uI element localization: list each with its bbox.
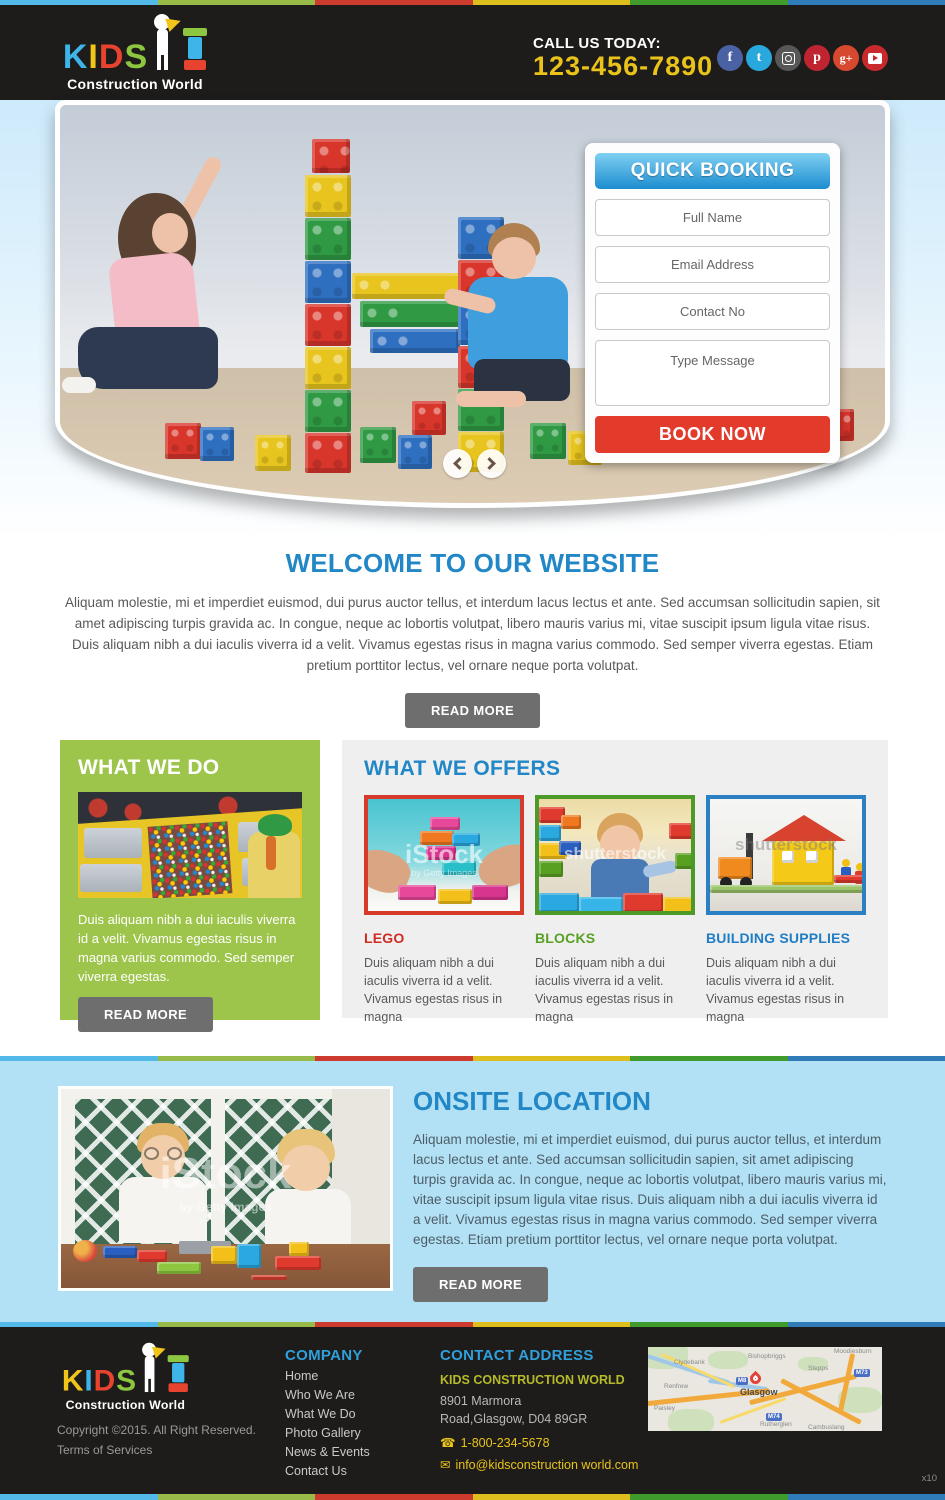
logo-letter-i: I [88, 38, 99, 76]
minifig [856, 863, 864, 871]
welcome-title: WELCOME TO OUR WEBSITE [285, 548, 660, 578]
welcome-paragraph: Aliquam molestie, mi et imperdiet euismod, dui purus auctor tellus, et interdum lacus lectus et ante. Sed accumsan sollicitudin sapien, sit amet adipiscing turpis gravida ac. In congue, neque ac lobortis volutpat, libero mauris varius mi, vitae suscipit ipsum ligula vitae risus. Duis aliquam nibh a dui iaculis viverra id a velit. Vivamus egestas risus in magna varius commodo. Sed semper viverra egestas. Etiam pretium porttitor lectus, vel ornare neque porta volutpat. [65, 595, 880, 673]
address-line-1: 8901 Marmora [440, 1394, 522, 1408]
building-supplies-card-image [706, 795, 866, 915]
onsite-location-image [58, 1086, 393, 1291]
watermark-sub: by Getty Images [179, 1200, 272, 1215]
table-block [211, 1246, 237, 1264]
lego-cube [200, 427, 234, 461]
table-block [237, 1244, 261, 1268]
table-block [157, 1262, 201, 1274]
what-we-do-image [78, 792, 302, 898]
yellow-block [438, 889, 472, 904]
color-block [539, 861, 563, 877]
envelope-icon: ✉ [440, 1458, 451, 1472]
contact-email: info@kidsconstruction world.com [455, 1458, 639, 1472]
color-block [623, 893, 663, 913]
lego-roof [762, 815, 846, 841]
map-label: Bishopbriggs [748, 1353, 786, 1360]
lego-block [305, 218, 351, 260]
offer-card-building-supplies [706, 795, 866, 1026]
toddler-figure [600, 825, 640, 863]
footer-link-who-we-are[interactable]: Who We Are [285, 1388, 355, 1402]
social-links [717, 45, 888, 71]
lego-card-text: Duis aliquam nibh a dui iaculis viverra id a velit. Vivamus egestas risus in magna [364, 956, 503, 1024]
watermark: iStock [159, 1148, 292, 1198]
header-phone-number: 123-456-7890 [533, 51, 714, 81]
phone-icon: ☎ [440, 1436, 456, 1450]
welcome-section [0, 540, 945, 738]
contact-email-row[interactable] [440, 1457, 640, 1472]
youtube-icon[interactable] [862, 45, 888, 71]
offer-card-blocks [535, 795, 695, 1026]
color-block [561, 815, 581, 829]
onsite-location-title: ONSITE LOCATION [413, 1086, 651, 1116]
onsite-location-content [413, 1086, 888, 1302]
welcome-read-more-button[interactable]: READ MORE [405, 693, 540, 728]
book-now-button[interactable]: BOOK NOW [595, 416, 830, 453]
lego-block [305, 433, 351, 473]
table-block [137, 1250, 167, 1262]
road-shield-m73: M73 [856, 1370, 868, 1376]
lego-card-title: LEGO [364, 930, 405, 946]
what-we-offers-box [342, 740, 888, 1024]
camera-glyph [782, 52, 795, 65]
orange-block [420, 831, 454, 845]
block-tower-icon [183, 16, 207, 74]
lego-card-image [364, 795, 524, 915]
color-block [669, 823, 695, 839]
pink-block [398, 885, 436, 900]
footer-contact-column [440, 1347, 640, 1472]
bottom-rainbow-strip [0, 1494, 945, 1500]
girl-figure [78, 327, 218, 389]
lego-pile [148, 821, 233, 898]
apple [73, 1240, 97, 1262]
footer-link-home[interactable]: Home [285, 1369, 319, 1383]
features-row [0, 738, 945, 1056]
logo-row [55, 12, 215, 74]
offer-card-lego [364, 795, 524, 1026]
lego-cube [412, 401, 446, 435]
color-block [559, 841, 581, 855]
lego-block [305, 390, 351, 432]
terms-of-services-link[interactable]: Terms of Services [57, 1443, 153, 1457]
contact-company-name: KIDS CONSTRUCTION WORLD [440, 1373, 625, 1387]
onsite-read-more-button[interactable]: READ MORE [413, 1267, 548, 1302]
pinterest-icon[interactable] [804, 45, 830, 71]
color-block [579, 897, 623, 915]
contact-address [440, 1392, 640, 1428]
building-supplies-card-title: BUILDING SUPPLIES [706, 930, 851, 946]
map-label: Stepps [808, 1365, 829, 1372]
color-block [539, 893, 579, 913]
lego-block [312, 139, 350, 173]
logo-wordmark [63, 40, 148, 74]
slider-prev-button[interactable] [443, 449, 472, 478]
pink-block [472, 885, 508, 900]
blond-boy-figure [282, 1145, 330, 1191]
logo-letter-d: D [93, 1363, 117, 1398]
table-block [275, 1256, 321, 1270]
map-city-label: Glasgow [740, 1387, 778, 1397]
contact-no-input[interactable] [595, 293, 830, 330]
slider-navigation [443, 449, 506, 478]
footer-company-column [285, 1347, 370, 1478]
map-label: Paisley [654, 1405, 675, 1412]
color-block [675, 853, 695, 869]
chevron-right-icon [483, 457, 496, 470]
lego-cube [530, 423, 566, 459]
onsite-location-paragraph: Aliquam molestie, mi et imperdiet euismod, dui purus auctor tellus, et interdum lacus lectus et ante. Sed accumsan sollicitudin sapien, sit amet adipiscing turpis gravida ac. In congue, neque ac lobortis volutpat, libero mauris varius mi, vitae suscipit ipsum ligula vitae risus. Duis aliquam nibh a dui iaculis viverra id a velit. Vivamus egestas risus in magna varius commodo. Sed semper viverra egestas. Etiam pretium porttitor lectus, vel ornare neque porta volutpat. [413, 1132, 887, 1247]
full-name-input[interactable] [595, 199, 830, 236]
quick-booking-title: QUICK BOOKING [595, 153, 830, 189]
blocks-card-title: BLOCKS [535, 930, 596, 946]
blue-block [452, 833, 480, 846]
block-tower-icon [168, 1345, 189, 1396]
color-block [539, 825, 561, 841]
lego-block [305, 175, 351, 217]
logo-letter-i: I [84, 1363, 94, 1398]
what-we-do-box [60, 740, 320, 1020]
onsite-location-section [0, 1061, 945, 1322]
contact-column-title: CONTACT ADDRESS [440, 1347, 594, 1364]
house-window [782, 851, 794, 863]
logo-letter-s: S [124, 38, 149, 76]
contact-phone: 1-800-234-5678 [460, 1436, 550, 1450]
logo-subtitle: Construction World [67, 76, 203, 92]
twitter-icon[interactable] [746, 45, 772, 71]
offer-cards [364, 795, 866, 1026]
hero-section [0, 100, 945, 540]
girl-figure [62, 377, 96, 393]
glasses [144, 1147, 182, 1161]
instagram-icon[interactable] [775, 45, 801, 71]
logo-letter-s: S [116, 1363, 137, 1398]
table-panel [80, 864, 142, 892]
footer-link-contact-us[interactable]: Contact Us [285, 1464, 347, 1478]
watermark: shutterstock [563, 843, 667, 863]
what-we-do-read-more-button[interactable]: READ MORE [78, 997, 213, 1032]
table-block [289, 1242, 309, 1256]
contact-phone-row[interactable] [440, 1435, 640, 1450]
toddler-figure [642, 860, 678, 879]
location-map[interactable] [648, 1347, 882, 1431]
what-we-do-text: Duis aliquam nibh a dui iaculis viverra id a velit. Vivamus egestas risus in magna varius commodo. Sed semper viverra egestas. [78, 912, 296, 984]
site-footer [0, 1327, 945, 1494]
lego-block [305, 261, 351, 303]
lego-cube [398, 435, 432, 469]
footer-link-photo-gallery[interactable]: Photo Gallery [285, 1426, 361, 1440]
boy-with-glasses-figure [119, 1177, 207, 1243]
map-label: Cambuslang [808, 1424, 845, 1431]
footer-logo-wordmark [61, 1363, 137, 1398]
pink-block [426, 846, 456, 860]
watermark: iStock [404, 839, 484, 870]
copyright-text: Copyright ©2015. All Right Reserved. [57, 1423, 256, 1437]
map-label: Rutherglen [760, 1421, 792, 1428]
zoom-note: x10 [921, 1473, 937, 1484]
email-address-input[interactable] [595, 246, 830, 283]
logo-letter-k: K [61, 1363, 85, 1398]
facebook-glyph: f [727, 50, 733, 65]
pink-block [430, 817, 460, 830]
color-block [663, 897, 695, 915]
red-beam [834, 875, 866, 883]
house-window [806, 851, 818, 863]
girl-figure [152, 213, 188, 253]
footer-logo-row [55, 1341, 196, 1396]
company-column-title: COMPANY [285, 1347, 363, 1364]
table-block [103, 1246, 137, 1258]
footer-link-news-events[interactable]: News & Events [285, 1445, 370, 1459]
watermark: shutterstock [734, 834, 838, 854]
lego-block [305, 304, 351, 346]
boy-figure [468, 277, 568, 369]
offers-title: WHAT WE OFFERS [364, 757, 561, 780]
site-logo[interactable] [55, 12, 215, 92]
call-us-label: CALL US TODAY: [533, 35, 661, 52]
lego-block [305, 347, 351, 389]
lego-beam [360, 301, 465, 327]
boy-figure [456, 391, 526, 407]
pencil [251, 1275, 287, 1280]
what-we-do-title: WHAT WE DO [78, 756, 220, 779]
lego-cube [360, 427, 396, 463]
blond-boy-figure [265, 1189, 351, 1247]
road-shield-m8: M8 [738, 1378, 747, 1384]
footer-logo[interactable] [55, 1341, 196, 1411]
child-figure [258, 814, 292, 836]
message-textarea[interactable] [595, 340, 830, 406]
pinterest-glyph: p [813, 50, 821, 65]
map-green-area [708, 1351, 748, 1369]
slider-next-button[interactable] [477, 449, 506, 478]
blocks-card-text: Duis aliquam nibh a dui iaculis viverra id a velit. Vivamus egestas risus in magna [535, 956, 674, 1024]
teal-block [442, 861, 476, 875]
address-line-2: Road,Glasgow, D04 89GR [440, 1412, 588, 1426]
footer-link-what-we-do[interactable]: What We Do [285, 1407, 356, 1421]
lego-cube [165, 423, 201, 459]
map-label: Moodiesburn [834, 1348, 872, 1355]
minifig [842, 859, 850, 867]
map-green-area [668, 1409, 714, 1431]
building-supplies-card-text: Duis aliquam nibh a dui iaculis viverra id a velit. Vivamus egestas risus in magna [706, 956, 845, 1024]
call-us-block [533, 35, 713, 82]
play-glyph [868, 53, 882, 64]
kid-figure-icon [139, 1343, 165, 1396]
chevron-left-icon [453, 457, 466, 470]
twitter-glyph: t [756, 50, 762, 65]
road-shield-m74: M74 [768, 1414, 780, 1420]
logo-letter-k: K [62, 38, 89, 76]
google-plus-glyph: g+ [839, 50, 853, 65]
lego-cube [255, 435, 291, 471]
site-header [0, 5, 945, 100]
map-label: Renfrew [664, 1383, 689, 1390]
blocks-card-image [535, 795, 695, 915]
kid-figure-icon [150, 14, 180, 74]
footer-logo-subtitle: Construction World [65, 1397, 186, 1412]
map-label: Clydebank [674, 1359, 705, 1366]
table-panel [84, 828, 142, 858]
lego-beam [370, 329, 460, 353]
child-figure [266, 836, 276, 870]
boy-figure [492, 237, 536, 279]
lego-house [772, 841, 834, 885]
google-plus-icon[interactable] [833, 45, 859, 71]
green-ground [710, 885, 866, 893]
facebook-icon[interactable] [717, 45, 743, 71]
forklift [718, 857, 752, 879]
logo-letter-d: D [98, 38, 125, 76]
watermark-sub: by Getty Images [411, 868, 477, 879]
quick-booking-form [585, 143, 840, 463]
